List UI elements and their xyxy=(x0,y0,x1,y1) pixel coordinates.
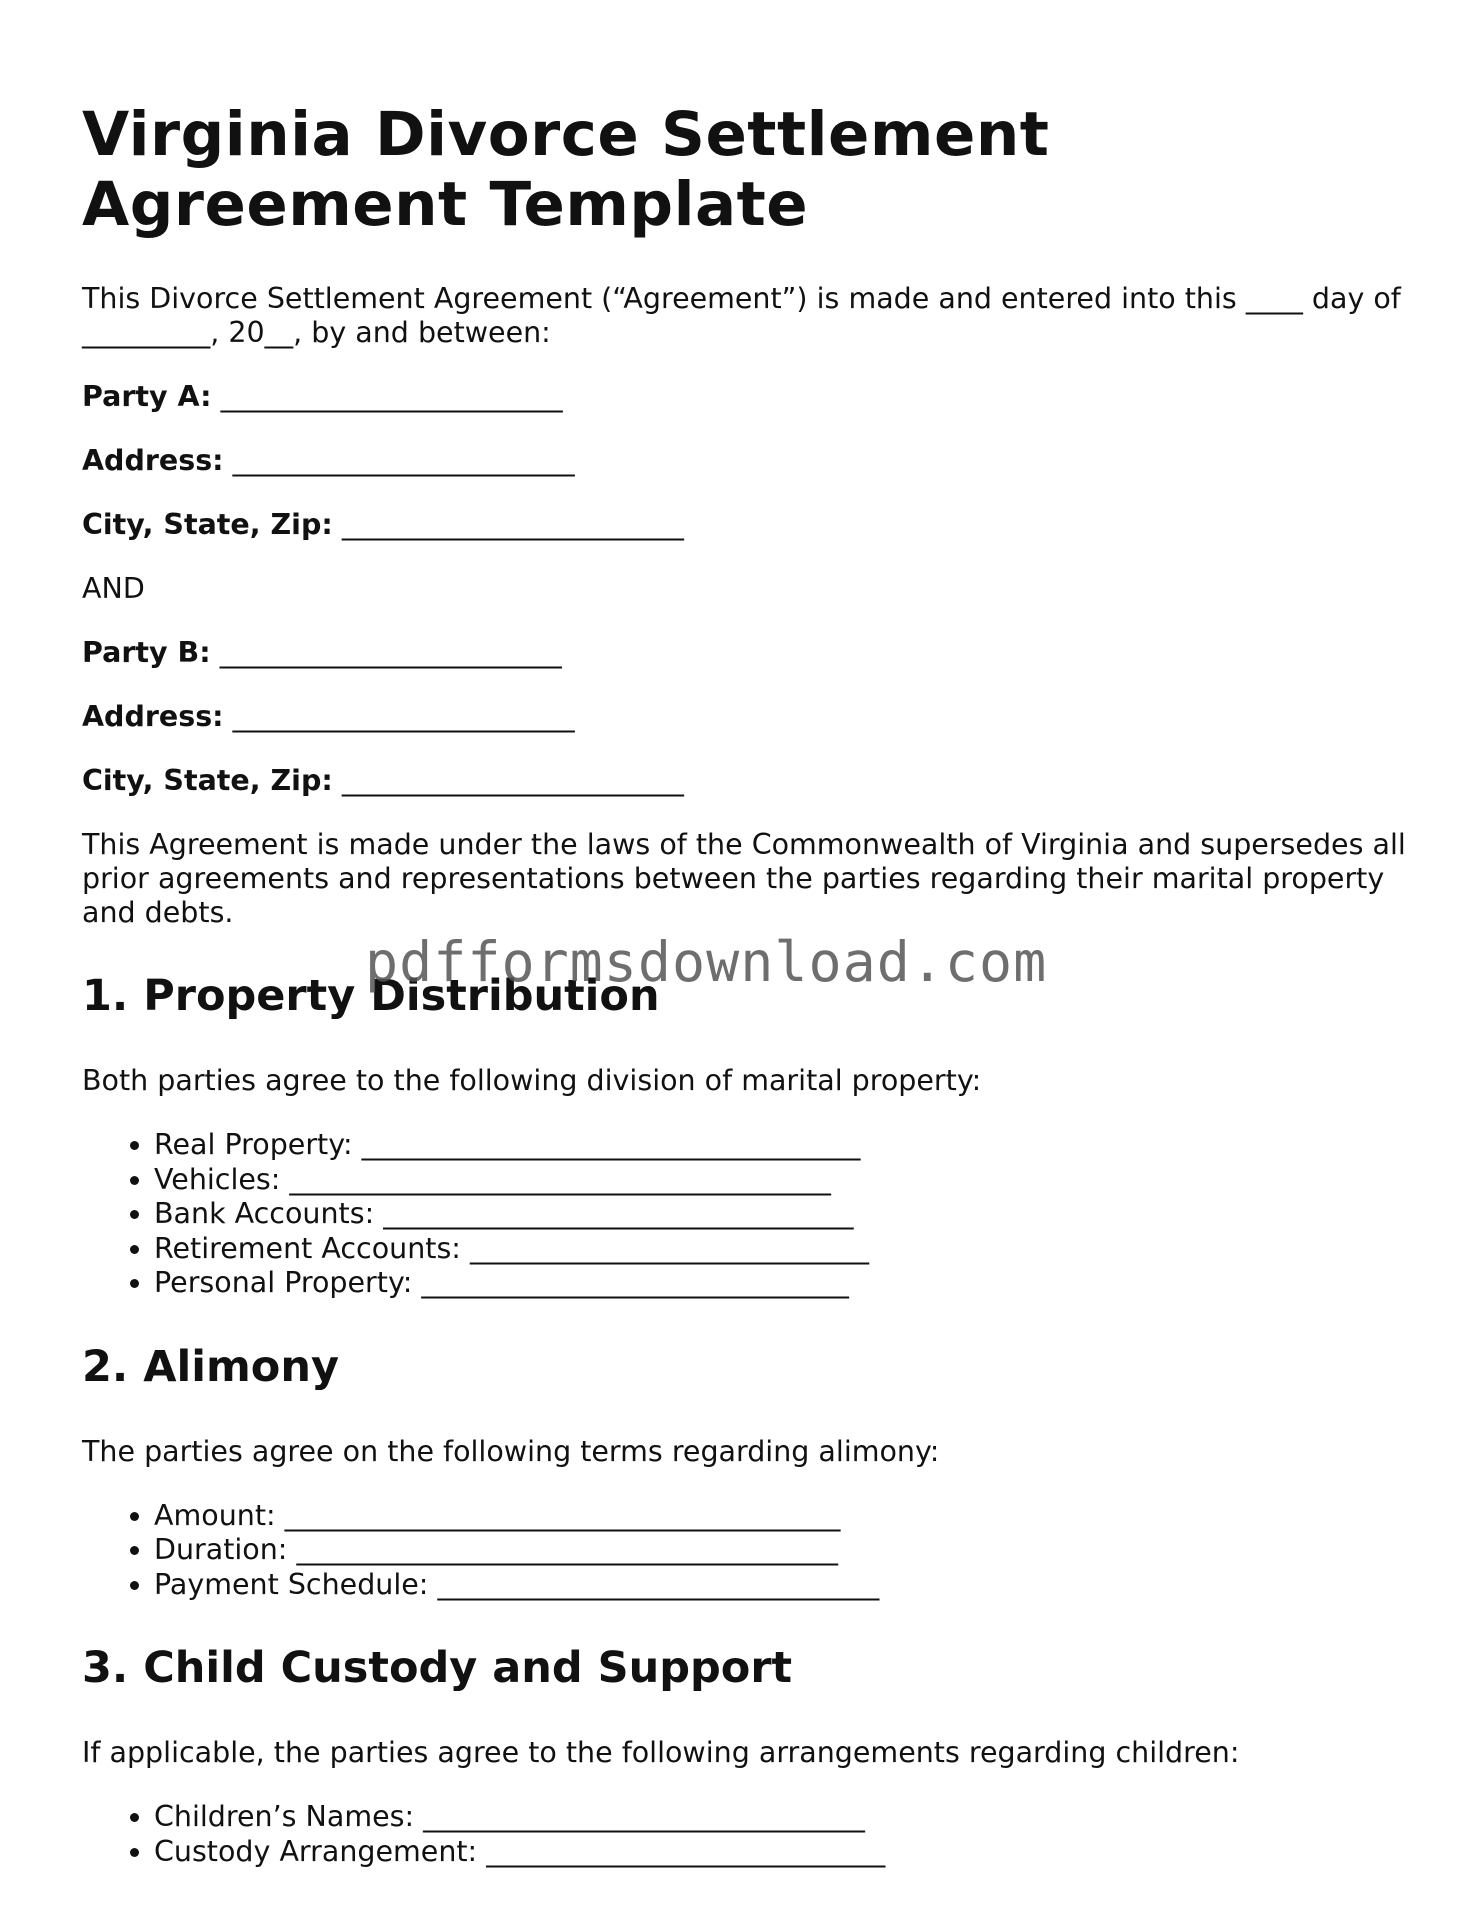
section-property-intro: Both parties agree to the following division of marital property: xyxy=(82,1064,982,1097)
list-item: • Bank Accounts: _________________________________ xyxy=(154,1197,1412,1232)
party-a-name-blank: ________________________ xyxy=(220,380,563,413)
list-item: • Retirement Accounts: ____________________________ xyxy=(154,1232,1412,1267)
party-b-city-field xyxy=(82,764,1412,798)
party-b-city-blank: ________________________ xyxy=(341,764,684,797)
list-item: • Duration: ______________________________________ xyxy=(154,1533,1412,1568)
list-item: • Personal Property: ______________________________ xyxy=(154,1266,1412,1301)
party-b-city-label: City, State, Zip: xyxy=(82,764,333,797)
intro-paragraph: This Divorce Settlement Agreement (“Agreement”) is made and entered into this ____ day of _________, 20__, by and between: xyxy=(82,282,1401,349)
party-b-name-blank: ________________________ xyxy=(219,636,562,669)
watermark-text: pdfformsdownload.com xyxy=(365,930,1048,994)
document-title: Virginia Divorce Settlement Agreement Template xyxy=(82,99,1050,240)
section-property-heading: 1. Property Distribution xyxy=(82,971,660,1021)
list-item: • Payment Schedule: _______________________________ xyxy=(154,1568,1412,1603)
party-b-address-blank: ________________________ xyxy=(232,700,575,733)
party-a-city-label: City, State, Zip: xyxy=(82,508,333,541)
party-b-name-field xyxy=(82,636,1412,670)
section-alimony-heading: 2. Alimony xyxy=(82,1341,339,1392)
alimony-list xyxy=(82,1499,1412,1603)
party-b-address-field xyxy=(82,700,1412,734)
party-b-name-label: Party B: xyxy=(82,636,211,669)
party-a-name-label: Party A: xyxy=(82,380,212,413)
party-b-address-label: Address: xyxy=(82,700,224,733)
party-a-address-label: Address: xyxy=(82,444,224,477)
custody-list xyxy=(82,1800,1412,1869)
governing-law-paragraph: This Agreement is made under the laws of the Commonwealth of Virginia and supersedes all prior agreements and representations between the parties regarding their marital property and debts. xyxy=(82,828,1406,929)
list-item: • Vehicles: ______________________________________ xyxy=(154,1163,1412,1198)
list-item: • Amount: _______________________________________ xyxy=(154,1499,1412,1534)
list-item: • Children’s Names: _______________________________ xyxy=(154,1800,1412,1835)
party-a-city-blank: ________________________ xyxy=(341,508,684,541)
section-alimony-intro: The parties agree on the following terms regarding alimony: xyxy=(82,1434,940,1468)
list-item: • Custody Arrangement: ____________________________ xyxy=(154,1835,1412,1870)
document-page xyxy=(82,100,1412,1907)
and-separator: AND xyxy=(82,572,145,605)
party-a-address-field xyxy=(82,444,1412,478)
list-item: • Real Property: ___________________________________ xyxy=(154,1128,1412,1163)
party-a-name-field xyxy=(82,380,1412,414)
party-a-city-field xyxy=(82,508,1412,542)
party-a-address-blank: ________________________ xyxy=(232,444,575,477)
section-custody-heading: 3. Child Custody and Support xyxy=(82,1643,793,1693)
section-custody-intro: If applicable, the parties agree to the following arrangements regarding children: xyxy=(82,1736,1240,1769)
property-list xyxy=(82,1128,1412,1301)
